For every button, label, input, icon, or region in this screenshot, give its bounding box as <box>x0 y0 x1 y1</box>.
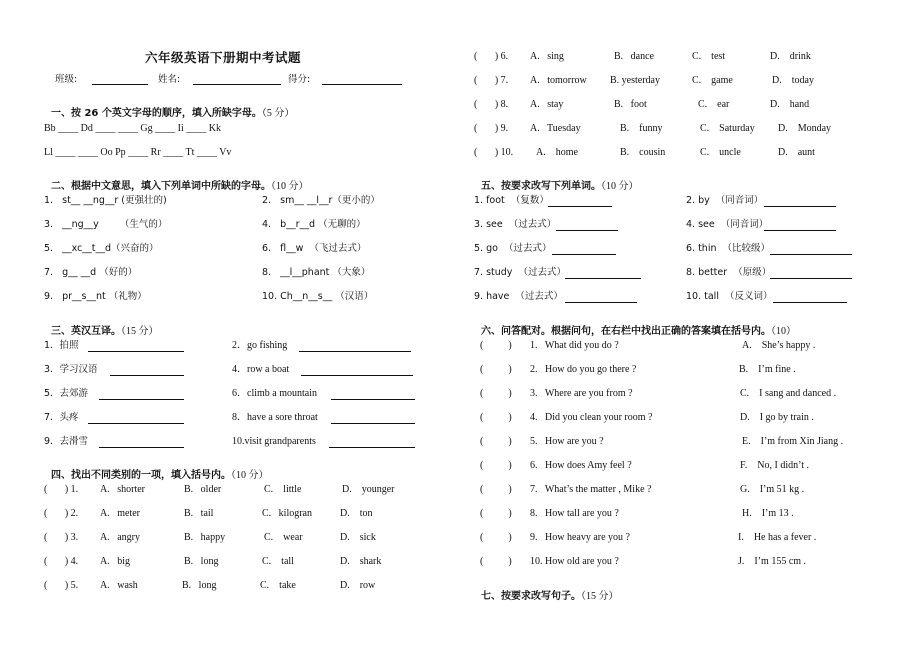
choice-option[interactable]: A. meter <box>100 508 140 519</box>
choice-option[interactable]: A. Tuesday <box>530 123 581 134</box>
answer-blank[interactable] <box>88 342 184 352</box>
answer-bracket[interactable]: ( ) <box>480 508 512 519</box>
word-change-item: 9. have （过去式） <box>474 291 563 302</box>
choice-option[interactable]: A. shorter <box>100 484 145 495</box>
answer-option: G. I’m 51 kg . <box>740 484 805 495</box>
choice-option[interactable]: C. wear <box>264 532 303 543</box>
choice-number: ( ) 1. <box>44 484 79 495</box>
class-blank[interactable] <box>92 75 148 85</box>
section-5-heading <box>474 172 638 192</box>
translate-item: 3．学习汉语 <box>44 364 98 375</box>
choice-number: ( ) 6. <box>474 51 509 62</box>
choice-option[interactable]: B. tail <box>184 508 214 519</box>
word-change-item: 1. foot （复数） <box>474 195 549 206</box>
page-title: 六年级英语下册期中考试题 <box>145 50 302 65</box>
answer-bracket[interactable]: ( ) <box>480 436 512 447</box>
answer-blank[interactable] <box>88 414 184 424</box>
answer-bracket[interactable]: ( ) <box>480 412 512 423</box>
section-5-points: （10 分） <box>600 181 639 192</box>
choice-option[interactable]: D. row <box>340 580 376 591</box>
answer-option: A. She’s happy . <box>742 340 816 351</box>
answer-bracket[interactable]: ( ) <box>480 460 512 471</box>
choice-option[interactable]: B. cousin <box>620 147 666 158</box>
choice-option[interactable]: C. kilogran <box>262 508 312 519</box>
answer-blank[interactable] <box>764 197 836 207</box>
spelling-item: 1. st__ __ng__r (更强壮的) <box>44 195 167 206</box>
spelling-item: 6. fl__w （飞过去式） <box>262 243 367 254</box>
answer-blank[interactable] <box>99 438 184 448</box>
choice-option[interactable]: A. wash <box>100 580 138 591</box>
answer-bracket[interactable]: ( ) <box>480 484 512 495</box>
translate-item: 4．row a boat <box>232 364 290 375</box>
answer-blank[interactable] <box>99 390 184 400</box>
section-7-heading <box>474 582 618 602</box>
question-item: 2. How do you go there ? <box>530 364 637 375</box>
choice-number: ( ) 5. <box>44 580 79 591</box>
score-blank[interactable] <box>322 75 402 85</box>
spelling-item: 2. sm__ __l__r（更小的） <box>262 195 380 206</box>
choice-option[interactable]: C. game <box>692 75 733 86</box>
answer-option: J. I’m 155 cm . <box>738 556 807 567</box>
section-3-points: （15 分） <box>120 326 159 337</box>
choice-option[interactable]: D. drink <box>770 51 811 62</box>
spelling-item: 9. pr__s__nt （礼物） <box>44 291 147 302</box>
answer-bracket[interactable]: ( ) <box>480 340 512 351</box>
name-blank[interactable] <box>193 75 281 85</box>
translate-item: 5．去郊游 <box>44 388 89 399</box>
choice-option[interactable]: D. hand <box>770 99 810 110</box>
alphabet-row-1: Bb ____ Dd ____ ____ Gg ____ Ii ____ Kk <box>44 123 221 134</box>
section-6-points: （10） <box>770 326 796 337</box>
choice-option[interactable]: C. little <box>264 484 302 495</box>
answer-bracket[interactable]: ( ) <box>480 388 512 399</box>
choice-option[interactable]: B. yesterday <box>610 75 660 86</box>
word-change-item: 6. thin （比较级） <box>686 243 771 254</box>
choice-option[interactable]: B. long <box>182 580 217 591</box>
answer-blank[interactable] <box>110 366 184 376</box>
word-change-item: 3. see （过去式） <box>474 219 557 230</box>
choice-number: ( ) 9. <box>474 123 509 134</box>
section-4-title: 四、找出不同类别的一项，填入括号内。 <box>50 470 231 481</box>
alphabet-row-2: Ll ____ ____ Oo Pp ____ Rr ____ Tt ____ Vv <box>44 147 232 158</box>
question-item: 6. How does Amy feel ? <box>530 460 632 471</box>
word-change-item: 7. study （过去式） <box>474 267 566 278</box>
answer-option: I. He has a fever . <box>738 532 817 543</box>
translate-item: 9．去滑雪 <box>44 436 89 447</box>
question-item: 9. How heavy are you ? <box>530 532 630 543</box>
section-1-points: （5 分） <box>261 108 295 119</box>
answer-blank[interactable] <box>299 342 411 352</box>
answer-blank[interactable] <box>565 293 637 303</box>
answer-blank[interactable] <box>331 414 415 424</box>
section-2-points: （10 分） <box>270 181 309 192</box>
translate-item: 8．have a sore throat <box>232 412 318 423</box>
word-change-item: 8. better （原级） <box>686 267 772 278</box>
answer-option: H. I’m 13 . <box>742 508 794 519</box>
translate-item: 1．拍照 <box>44 340 79 351</box>
choice-option[interactable]: C. tall <box>262 556 294 567</box>
choice-option[interactable]: D. sick <box>340 532 376 543</box>
answer-option: D. I go by train . <box>740 412 814 423</box>
answer-option: E. I’m from Xin Jiang . <box>742 436 844 447</box>
choice-option[interactable]: B. funny <box>620 123 663 134</box>
answer-option: B. I’m fine . <box>739 364 796 375</box>
choice-option[interactable]: A. sing <box>530 51 564 62</box>
answer-blank[interactable] <box>770 269 852 279</box>
section-1-title: 一、按 26 个英文字母的顺序，填入所缺字母。 <box>50 108 262 119</box>
question-item: 1. What did you do ? <box>530 340 619 351</box>
answer-blank[interactable] <box>552 245 616 255</box>
name-label: 姓名: <box>158 74 181 85</box>
section-6-heading <box>474 317 796 337</box>
answer-blank[interactable] <box>331 390 415 400</box>
answer-blank[interactable] <box>565 269 641 279</box>
translate-item: 6．climb a mountain <box>232 388 317 399</box>
answer-blank[interactable] <box>764 221 836 231</box>
spelling-item: 8. __l__phant （大象） <box>262 267 371 278</box>
choice-option[interactable]: B. foot <box>614 99 647 110</box>
choice-option[interactable]: A. stay <box>530 99 564 110</box>
answer-blank[interactable] <box>770 245 852 255</box>
answer-blank[interactable] <box>329 438 415 448</box>
choice-option[interactable]: D. Monday <box>778 123 832 134</box>
choice-option[interactable]: B. long <box>184 556 219 567</box>
choice-option[interactable]: B. older <box>184 484 222 495</box>
section-2-heading <box>44 172 308 192</box>
section-4-points: （10 分） <box>230 470 269 481</box>
choice-option[interactable]: C. ear <box>698 99 730 110</box>
translate-item: 10.visit grandparents <box>232 436 316 447</box>
choice-number: ( ) 8. <box>474 99 509 110</box>
answer-blank[interactable] <box>556 221 618 231</box>
choice-number: ( ) 4. <box>44 556 79 567</box>
translate-item: 7．头疼 <box>44 412 79 423</box>
choice-option[interactable]: A. big <box>100 556 130 567</box>
translate-item: 2．go fishing <box>232 340 288 351</box>
section-1-heading <box>44 99 294 119</box>
section-7-title: 七、按要求改写句子。 <box>480 591 581 602</box>
word-change-item: 2. by （同音词） <box>686 195 764 206</box>
answer-blank[interactable] <box>773 293 847 303</box>
answer-blank[interactable] <box>301 366 413 376</box>
choice-option[interactable]: A. tomorrow <box>530 75 587 86</box>
choice-number: ( ) 10. <box>474 147 514 158</box>
choice-option[interactable]: C. take <box>260 580 296 591</box>
question-item: 3. Where are you from ? <box>530 388 633 399</box>
choice-option[interactable]: D. younger <box>342 484 395 495</box>
section-3-title: 三、英汉互译。 <box>50 326 121 337</box>
spelling-item: 7. g__ __d （好的） <box>44 267 138 278</box>
choice-number: ( ) 2. <box>44 508 79 519</box>
answer-bracket[interactable]: ( ) <box>480 556 512 567</box>
section-6-title: 六、问答配对。根据问句，在右栏中找出正确的答案填在括号内。 <box>480 326 771 337</box>
question-item: 5. How are you ? <box>530 436 604 447</box>
question-item: 4. Did you clean your room ? <box>530 412 653 423</box>
spelling-item: 4. b__r__d （无聊的） <box>262 219 366 230</box>
choice-option[interactable]: B. happy <box>184 532 226 543</box>
answer-bracket[interactable]: ( ) <box>480 364 512 375</box>
choice-option[interactable]: C. uncle <box>700 147 741 158</box>
spelling-item: 3. __ng__y （生气的） <box>44 219 168 230</box>
question-item: 10. How old are you ? <box>530 556 619 567</box>
choice-option[interactable]: A. angry <box>100 532 140 543</box>
section-5-title: 五、按要求改写下列单词。 <box>480 181 601 192</box>
section-7-points: （15 分） <box>580 591 619 602</box>
question-item: 7. What’s the matter , Mike ? <box>530 484 652 495</box>
choice-option[interactable]: D. shark <box>340 556 382 567</box>
choice-option[interactable]: C. test <box>692 51 726 62</box>
spelling-item: 5. __xc__t__d（兴奋的） <box>44 243 159 254</box>
answer-blank[interactable] <box>548 197 612 207</box>
choice-option[interactable]: B. dance <box>614 51 654 62</box>
choice-option[interactable]: A. home <box>536 147 578 158</box>
section-2-title: 二、根据中文意思，填入下列单词中所缺的字母。 <box>50 181 271 192</box>
spelling-item: 10. Ch__n__s__ （汉语） <box>262 291 374 302</box>
section-4-heading <box>44 461 268 481</box>
answer-bracket[interactable]: ( ) <box>480 532 512 543</box>
question-item: 8. How tall are you ? <box>530 508 619 519</box>
choice-number: ( ) 7. <box>474 75 509 86</box>
class-label: 班级: <box>55 74 78 85</box>
word-change-item: 4. see （同音词） <box>686 219 769 230</box>
answer-option: F. No, I didn’t . <box>740 460 810 471</box>
choice-option[interactable]: D. aunt <box>778 147 815 158</box>
choice-option[interactable]: D. ton <box>340 508 373 519</box>
choice-option[interactable]: C. Saturday <box>700 123 755 134</box>
choice-number: ( ) 3. <box>44 532 79 543</box>
word-change-item: 5. go （过去式） <box>474 243 552 254</box>
choice-option[interactable]: D. today <box>772 75 814 86</box>
answer-option: C. I sang and danced . <box>740 388 837 399</box>
score-label: 得分: <box>288 74 311 85</box>
section-3-heading <box>44 317 158 337</box>
word-change-item: 10. tall （反义词） <box>686 291 773 302</box>
